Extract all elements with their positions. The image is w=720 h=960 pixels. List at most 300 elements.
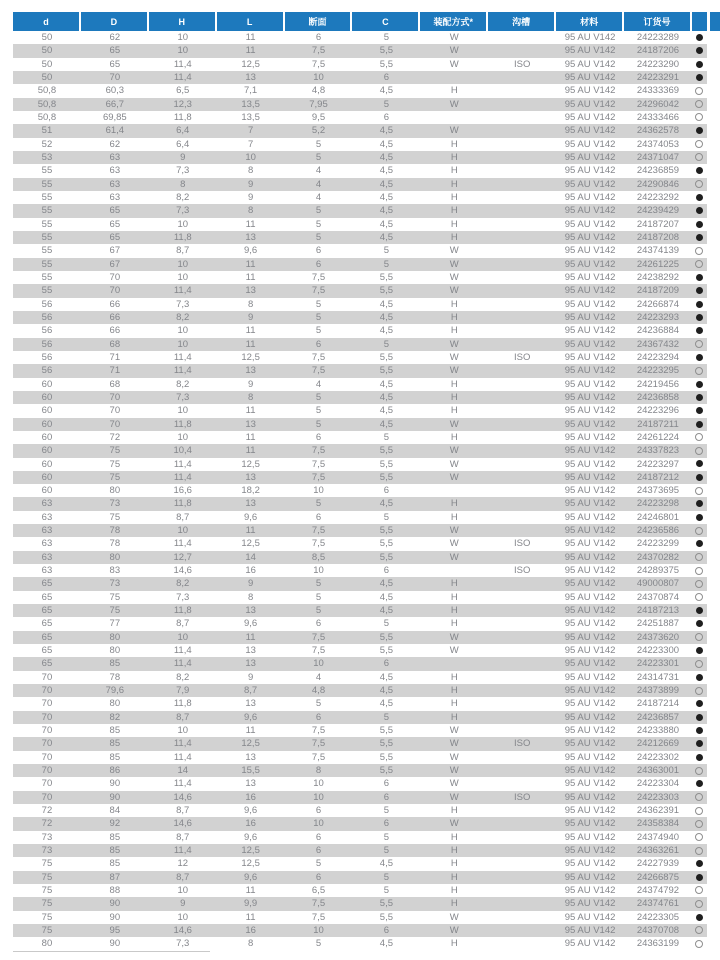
table-row <box>13 537 707 550</box>
cell-material: 95 AU V142 <box>556 471 624 484</box>
cell-C: 4,5 <box>352 671 420 684</box>
cell-d: 65 <box>13 577 81 590</box>
cell-H: 11,4 <box>149 351 217 364</box>
cell-groove <box>488 324 556 337</box>
cell-availability <box>692 164 707 177</box>
filled-circle-icon <box>696 221 703 228</box>
cell-order-number: 24223294 <box>624 351 692 364</box>
table-row <box>13 844 707 857</box>
cell-cross-section: 6 <box>285 617 353 630</box>
cell-groove <box>488 657 556 670</box>
cell-C: 4,5 <box>352 697 420 710</box>
cell-material: 95 AU V142 <box>556 937 624 950</box>
cell-mounting-type: H <box>420 231 488 244</box>
filled-circle-icon <box>696 194 703 201</box>
cell-cross-section: 5 <box>285 204 353 217</box>
table-row <box>13 138 707 151</box>
column-header-H: H <box>149 12 217 31</box>
cell-C: 5 <box>352 617 420 630</box>
cell-groove <box>488 151 556 164</box>
cell-H: 8,7 <box>149 871 217 884</box>
cell-mounting-type: W <box>420 471 488 484</box>
empty-circle-icon <box>695 687 703 695</box>
cell-availability <box>692 591 707 604</box>
cell-material: 95 AU V142 <box>556 871 624 884</box>
cell-order-number: 24374792 <box>624 884 692 897</box>
cell-mounting-type: H <box>420 844 488 857</box>
cell-d: 60 <box>13 391 81 404</box>
cell-D: 75 <box>81 471 149 484</box>
cell-D: 70 <box>81 284 149 297</box>
cell-C: 4,5 <box>352 204 420 217</box>
cell-order-number: 24187213 <box>624 604 692 617</box>
cell-L: 16 <box>217 564 285 577</box>
cell-d: 51 <box>13 124 81 137</box>
cell-material: 95 AU V142 <box>556 511 624 524</box>
cell-L: 11 <box>217 884 285 897</box>
empty-circle-icon <box>695 926 703 934</box>
cell-order-number: 24374139 <box>624 244 692 257</box>
cell-order-number: 24223303 <box>624 791 692 804</box>
table-row <box>13 644 707 657</box>
cell-H: 8 <box>149 178 217 191</box>
cell-H: 7,3 <box>149 391 217 404</box>
cell-material: 95 AU V142 <box>556 897 624 910</box>
cell-L: 15,5 <box>217 764 285 777</box>
cell-C: 4,5 <box>352 404 420 417</box>
cell-C: 5,5 <box>352 551 420 564</box>
cell-material: 95 AU V142 <box>556 844 624 857</box>
cell-L: 16 <box>217 817 285 830</box>
table-row <box>13 458 707 471</box>
cell-mounting-type: W <box>420 764 488 777</box>
cell-H: 10 <box>149 271 217 284</box>
cell-availability <box>692 151 707 164</box>
cell-cross-section: 10 <box>285 657 353 670</box>
filled-circle-icon <box>696 207 703 214</box>
cell-L: 11 <box>217 431 285 444</box>
cell-cross-section: 5 <box>285 697 353 710</box>
cell-cross-section: 9,5 <box>285 111 353 124</box>
cell-mounting-type: H <box>420 431 488 444</box>
cell-C: 6 <box>352 484 420 497</box>
table-row <box>13 178 707 191</box>
cell-cross-section: 7,5 <box>285 537 353 550</box>
cell-mounting-type: H <box>420 164 488 177</box>
table-row <box>13 577 707 590</box>
cell-availability <box>692 471 707 484</box>
cell-D: 63 <box>81 164 149 177</box>
cell-d: 55 <box>13 258 81 271</box>
cell-C: 5,5 <box>352 458 420 471</box>
cell-d: 70 <box>13 737 81 750</box>
cell-order-number: 24223296 <box>624 404 692 417</box>
cell-L: 11 <box>217 258 285 271</box>
cell-cross-section: 7,5 <box>285 897 353 910</box>
cell-material: 95 AU V142 <box>556 444 624 457</box>
cell-groove: ISO <box>488 564 556 577</box>
page-bottom-rule <box>13 951 210 952</box>
cell-availability <box>692 604 707 617</box>
table-row <box>13 31 707 44</box>
cell-mounting-type: W <box>420 271 488 284</box>
cell-L: 7,1 <box>217 84 285 97</box>
cell-D: 65 <box>81 58 149 71</box>
cell-C: 5,5 <box>352 724 420 737</box>
cell-cross-section: 7,95 <box>285 98 353 111</box>
cell-L: 11 <box>217 218 285 231</box>
cell-d: 56 <box>13 364 81 377</box>
filled-circle-icon <box>696 460 703 467</box>
cell-d: 63 <box>13 537 81 550</box>
cell-order-number: 24370874 <box>624 591 692 604</box>
cell-d: 53 <box>13 151 81 164</box>
cell-material: 95 AU V142 <box>556 31 624 44</box>
cell-material: 95 AU V142 <box>556 711 624 724</box>
cell-mounting-type: W <box>420 338 488 351</box>
cell-H: 11,8 <box>149 497 217 510</box>
cell-groove <box>488 551 556 564</box>
cell-order-number: 24187212 <box>624 471 692 484</box>
cell-availability <box>692 244 707 257</box>
empty-circle-icon <box>695 580 703 588</box>
cell-order-number: 24238292 <box>624 271 692 284</box>
cell-d: 55 <box>13 271 81 284</box>
empty-circle-icon <box>695 553 703 561</box>
table-row <box>13 871 707 884</box>
cell-C: 5,5 <box>352 444 420 457</box>
cell-mounting-type: H <box>420 804 488 817</box>
cell-D: 70 <box>81 418 149 431</box>
cell-H: 10 <box>149 31 217 44</box>
cell-availability <box>692 98 707 111</box>
cell-availability <box>692 777 707 790</box>
cell-L: 7 <box>217 124 285 137</box>
cell-material: 95 AU V142 <box>556 191 624 204</box>
cell-availability <box>692 817 707 830</box>
cell-C: 6 <box>352 71 420 84</box>
cell-L: 14 <box>217 551 285 564</box>
cell-L: 11 <box>217 324 285 337</box>
cell-H: 11,8 <box>149 111 217 124</box>
cell-C: 6 <box>352 817 420 830</box>
cell-groove <box>488 937 556 950</box>
cell-H: 11,4 <box>149 657 217 670</box>
cell-material: 95 AU V142 <box>556 138 624 151</box>
filled-circle-icon <box>696 607 703 614</box>
cell-groove <box>488 471 556 484</box>
table-row <box>13 204 707 217</box>
cell-L: 11 <box>217 444 285 457</box>
cell-H: 7,3 <box>149 164 217 177</box>
cell-groove <box>488 591 556 604</box>
cell-d: 75 <box>13 857 81 870</box>
cell-mounting-type: H <box>420 191 488 204</box>
cell-H: 6,5 <box>149 84 217 97</box>
cell-H: 7,3 <box>149 204 217 217</box>
cell-d: 60 <box>13 458 81 471</box>
cell-order-number: 24223304 <box>624 777 692 790</box>
cell-material: 95 AU V142 <box>556 791 624 804</box>
cell-material: 95 AU V142 <box>556 724 624 737</box>
cell-cross-section: 5 <box>285 151 353 164</box>
cell-order-number: 24212669 <box>624 737 692 750</box>
cell-d: 75 <box>13 871 81 884</box>
cell-d: 75 <box>13 924 81 937</box>
cell-order-number: 24223302 <box>624 751 692 764</box>
cell-availability <box>692 324 707 337</box>
cell-groove <box>488 804 556 817</box>
cell-L: 8 <box>217 391 285 404</box>
filled-circle-icon <box>696 167 703 174</box>
cell-H: 12 <box>149 857 217 870</box>
cell-material: 95 AU V142 <box>556 671 624 684</box>
table-row <box>13 231 707 244</box>
cell-L: 13 <box>217 777 285 790</box>
cell-mounting-type <box>420 484 488 497</box>
cell-D: 65 <box>81 218 149 231</box>
cell-C: 6 <box>352 791 420 804</box>
cell-cross-section: 10 <box>285 791 353 804</box>
cell-material: 95 AU V142 <box>556 817 624 830</box>
cell-groove <box>488 711 556 724</box>
cell-availability <box>692 537 707 550</box>
table-row <box>13 311 707 324</box>
cell-C: 5 <box>352 831 420 844</box>
cell-C: 6 <box>352 924 420 937</box>
cell-cross-section: 10 <box>285 71 353 84</box>
cell-cross-section: 6,5 <box>285 884 353 897</box>
cell-H: 10 <box>149 218 217 231</box>
cell-C: 4,5 <box>352 191 420 204</box>
cell-cross-section: 5 <box>285 324 353 337</box>
cell-C: 4,5 <box>352 497 420 510</box>
cell-H: 11,4 <box>149 751 217 764</box>
cell-material: 95 AU V142 <box>556 804 624 817</box>
cell-material: 95 AU V142 <box>556 577 624 590</box>
empty-circle-icon <box>695 367 703 375</box>
cell-d: 60 <box>13 378 81 391</box>
cell-H: 11,4 <box>149 471 217 484</box>
cell-L: 9 <box>217 577 285 590</box>
cell-H: 10 <box>149 258 217 271</box>
cell-cross-section: 7,5 <box>285 644 353 657</box>
cell-order-number: 24296042 <box>624 98 692 111</box>
cell-material: 95 AU V142 <box>556 764 624 777</box>
cell-C: 6 <box>352 657 420 670</box>
cell-order-number: 24370708 <box>624 924 692 937</box>
cell-C: 5 <box>352 338 420 351</box>
filled-circle-icon <box>696 407 703 414</box>
cell-availability <box>692 937 707 950</box>
cell-C: 5 <box>352 844 420 857</box>
cell-d: 75 <box>13 911 81 924</box>
cell-C: 5,5 <box>352 471 420 484</box>
cell-order-number: 24233880 <box>624 724 692 737</box>
table-row <box>13 897 707 910</box>
table-row <box>13 671 707 684</box>
cell-order-number: 24251887 <box>624 617 692 630</box>
cell-L: 11 <box>217 338 285 351</box>
cell-L: 7 <box>217 138 285 151</box>
cell-mounting-type: H <box>420 897 488 910</box>
cell-d: 80 <box>13 937 81 950</box>
cell-order-number: 24223301 <box>624 657 692 670</box>
cell-order-number: 24187211 <box>624 418 692 431</box>
cell-d: 55 <box>13 164 81 177</box>
cell-material: 95 AU V142 <box>556 378 624 391</box>
cell-groove <box>488 524 556 537</box>
cell-D: 90 <box>81 777 149 790</box>
cell-D: 69,85 <box>81 111 149 124</box>
cell-C: 4,5 <box>352 138 420 151</box>
cell-order-number: 24223299 <box>624 537 692 550</box>
filled-circle-icon <box>696 914 703 921</box>
cell-cross-section: 6 <box>285 244 353 257</box>
empty-circle-icon <box>695 113 703 121</box>
cell-d: 70 <box>13 697 81 710</box>
cell-mounting-type: W <box>420 284 488 297</box>
cell-material: 95 AU V142 <box>556 258 624 271</box>
cell-cross-section: 5 <box>285 311 353 324</box>
cell-H: 8,7 <box>149 244 217 257</box>
cell-material: 95 AU V142 <box>556 351 624 364</box>
cell-groove <box>488 284 556 297</box>
cell-C: 5,5 <box>352 631 420 644</box>
empty-circle-icon <box>695 433 703 441</box>
cell-availability <box>692 311 707 324</box>
cell-D: 75 <box>81 444 149 457</box>
cell-D: 85 <box>81 737 149 750</box>
cell-D: 90 <box>81 937 149 950</box>
cell-L: 13 <box>217 751 285 764</box>
cell-D: 63 <box>81 191 149 204</box>
cell-C: 6 <box>352 111 420 124</box>
cell-cross-section: 6 <box>285 804 353 817</box>
cell-cross-section: 6 <box>285 511 353 524</box>
cell-mounting-type: W <box>420 418 488 431</box>
cell-L: 8 <box>217 164 285 177</box>
table-row <box>13 391 707 404</box>
cell-order-number: 24223298 <box>624 497 692 510</box>
cell-order-number: 24363199 <box>624 937 692 950</box>
cell-d: 70 <box>13 764 81 777</box>
cell-H: 14,6 <box>149 924 217 937</box>
cell-mounting-type: H <box>420 204 488 217</box>
cell-mounting-type: W <box>420 724 488 737</box>
cell-order-number: 24223297 <box>624 458 692 471</box>
cell-availability <box>692 631 707 644</box>
cell-H: 10 <box>149 404 217 417</box>
cell-H: 8,7 <box>149 711 217 724</box>
cell-L: 12,5 <box>217 537 285 550</box>
cell-H: 12,7 <box>149 551 217 564</box>
cell-L: 16 <box>217 791 285 804</box>
table-row <box>13 617 707 630</box>
empty-circle-icon <box>695 527 703 535</box>
cell-D: 70 <box>81 391 149 404</box>
cell-order-number: 24373899 <box>624 684 692 697</box>
cell-groove <box>488 924 556 937</box>
cell-availability <box>692 711 707 724</box>
column-header-C: C <box>352 12 420 31</box>
cell-cross-section: 10 <box>285 817 353 830</box>
cell-order-number: 24223305 <box>624 911 692 924</box>
cell-material: 95 AU V142 <box>556 178 624 191</box>
cell-D: 85 <box>81 857 149 870</box>
cell-order-number: 24236884 <box>624 324 692 337</box>
cell-D: 78 <box>81 524 149 537</box>
cell-D: 65 <box>81 44 149 57</box>
cell-order-number: 24373695 <box>624 484 692 497</box>
cell-material: 95 AU V142 <box>556 311 624 324</box>
table-row <box>13 924 707 937</box>
cell-d: 50,8 <box>13 98 81 111</box>
cell-H: 14 <box>149 764 217 777</box>
cell-groove <box>488 857 556 870</box>
cell-mounting-type: H <box>420 577 488 590</box>
column-header-mounting-type: 装配方式* <box>420 12 488 31</box>
cell-L: 13 <box>217 497 285 510</box>
cell-material: 95 AU V142 <box>556 697 624 710</box>
cell-H: 10,4 <box>149 444 217 457</box>
filled-circle-icon <box>696 474 703 481</box>
cell-cross-section: 5 <box>285 231 353 244</box>
cell-order-number: 24261224 <box>624 431 692 444</box>
column-header-material: 材料 <box>556 12 624 31</box>
cell-d: 60 <box>13 484 81 497</box>
empty-circle-icon <box>695 153 703 161</box>
cell-material: 95 AU V142 <box>556 537 624 550</box>
cell-L: 16 <box>217 924 285 937</box>
cell-H: 11,8 <box>149 697 217 710</box>
cell-d: 73 <box>13 831 81 844</box>
cell-material: 95 AU V142 <box>556 591 624 604</box>
filled-circle-icon <box>696 714 703 721</box>
cell-d: 63 <box>13 551 81 564</box>
cell-D: 63 <box>81 151 149 164</box>
cell-mounting-type: W <box>420 537 488 550</box>
cell-D: 92 <box>81 817 149 830</box>
cell-D: 68 <box>81 338 149 351</box>
cell-material: 95 AU V142 <box>556 617 624 630</box>
cell-groove <box>488 871 556 884</box>
cell-order-number: 24223290 <box>624 58 692 71</box>
cell-availability <box>692 271 707 284</box>
cell-L: 12,5 <box>217 351 285 364</box>
cell-material: 95 AU V142 <box>556 338 624 351</box>
cell-D: 78 <box>81 537 149 550</box>
cell-order-number: 24223291 <box>624 71 692 84</box>
table-row <box>13 244 707 257</box>
cell-order-number: 24187207 <box>624 218 692 231</box>
table-row <box>13 564 707 577</box>
cell-availability <box>692 524 707 537</box>
filled-circle-icon <box>696 301 703 308</box>
cell-order-number: 24223289 <box>624 31 692 44</box>
cell-L: 9 <box>217 671 285 684</box>
cell-C: 4,5 <box>352 857 420 870</box>
cell-L: 8 <box>217 204 285 217</box>
cell-availability <box>692 138 707 151</box>
cell-H: 11,4 <box>149 644 217 657</box>
empty-circle-icon <box>695 593 703 601</box>
cell-cross-section: 4 <box>285 671 353 684</box>
cell-D: 85 <box>81 751 149 764</box>
cell-L: 10 <box>217 151 285 164</box>
filled-circle-icon <box>696 740 703 747</box>
cell-availability <box>692 644 707 657</box>
